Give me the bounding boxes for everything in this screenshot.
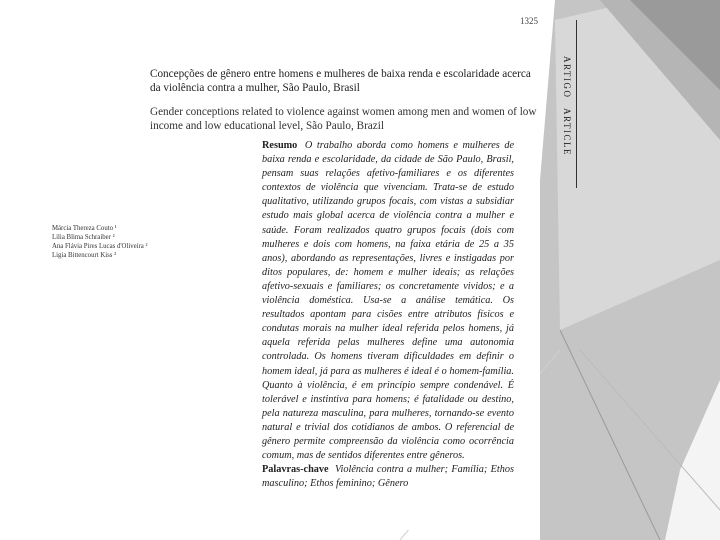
author-3: Ana Flávia Pires Lucas d'Oliveira ² [52, 243, 148, 251]
keywords-text: Violência contra a mulher; Família; Ethos masculino; Ethos feminino; Gênero [262, 464, 515, 490]
side-label [562, 56, 572, 162]
side-label-pt: ARTIGO [562, 56, 572, 99]
article-title-portuguese: Concepções de gênero entre homens e mulheres de baixa renda e escolaridade acerca da violência contra a mulher, São Paulo, Brasil [150, 68, 531, 94]
author-list [52, 224, 148, 260]
side-divider [576, 20, 577, 188]
author-1: Márcia Thereza Couto ¹ [52, 225, 117, 232]
keywords-paragraph [262, 463, 514, 491]
side-label-en: ARTICLE [562, 108, 572, 157]
author-4: Ligia Bittencourt Kiss ² [52, 252, 117, 260]
abstract-block [262, 139, 514, 491]
abstract-paragraph [262, 139, 514, 463]
author-2: Lilia Blima Schraiber ² [52, 234, 115, 242]
page-number: 1325 [520, 16, 538, 26]
abstract-heading: Resumo [262, 140, 298, 151]
keywords-heading: Palavras-chave [262, 464, 329, 476]
article-title-english: Gender conceptions related to violence against women among men and women of low income and low educational level, São Paulo, Brazil [150, 106, 537, 132]
abstract-text: O trabalho aborda como homens e mulheres de baixa renda e escolaridade, da cidade de São Paulo, Brasil, pensam suas relações afetivo-familiares e os diferentes contextos de violência que vivenciam. Trata-se de estudo qualitativo, utilizando grupos focais, com vistas a subsidiar estudo mais global acerca de violência contra a mulher e saúde. Foram realizados quatro grupos focais (dois com mulheres e dois com homens, na faixa etária de 25 a 35 anos), abordando as representações, livres e instigadas por ditos populares, de: homem e mulher ideais; as relações afetivo-sexuais e familiares; os concretamente vividos; e a violência doméstica. Usa-se a análise temática. Os resultados apontam para cisões entre atributos físicos e condutas morais na mulher ideal referida pelos homens, já aquela referida pelas mulheres define uma autonomia controlada. Os homens tiveram dificuldades em definir o homem ideal, já para as mulheres é ideal é o homem-família. Quanto à violência, é em princípio sempre condenável. É tolerável e instintiva para homens; é fatalidade ou destino, pela natureza masculina, para mulheres, tornando-se evento natural e trivial dos cotidianos de ambos. O referencial de gênero permite compreensão da violência como ocorrência comum, mas de sentidos diferentes entre gêneros. [262, 140, 515, 462]
